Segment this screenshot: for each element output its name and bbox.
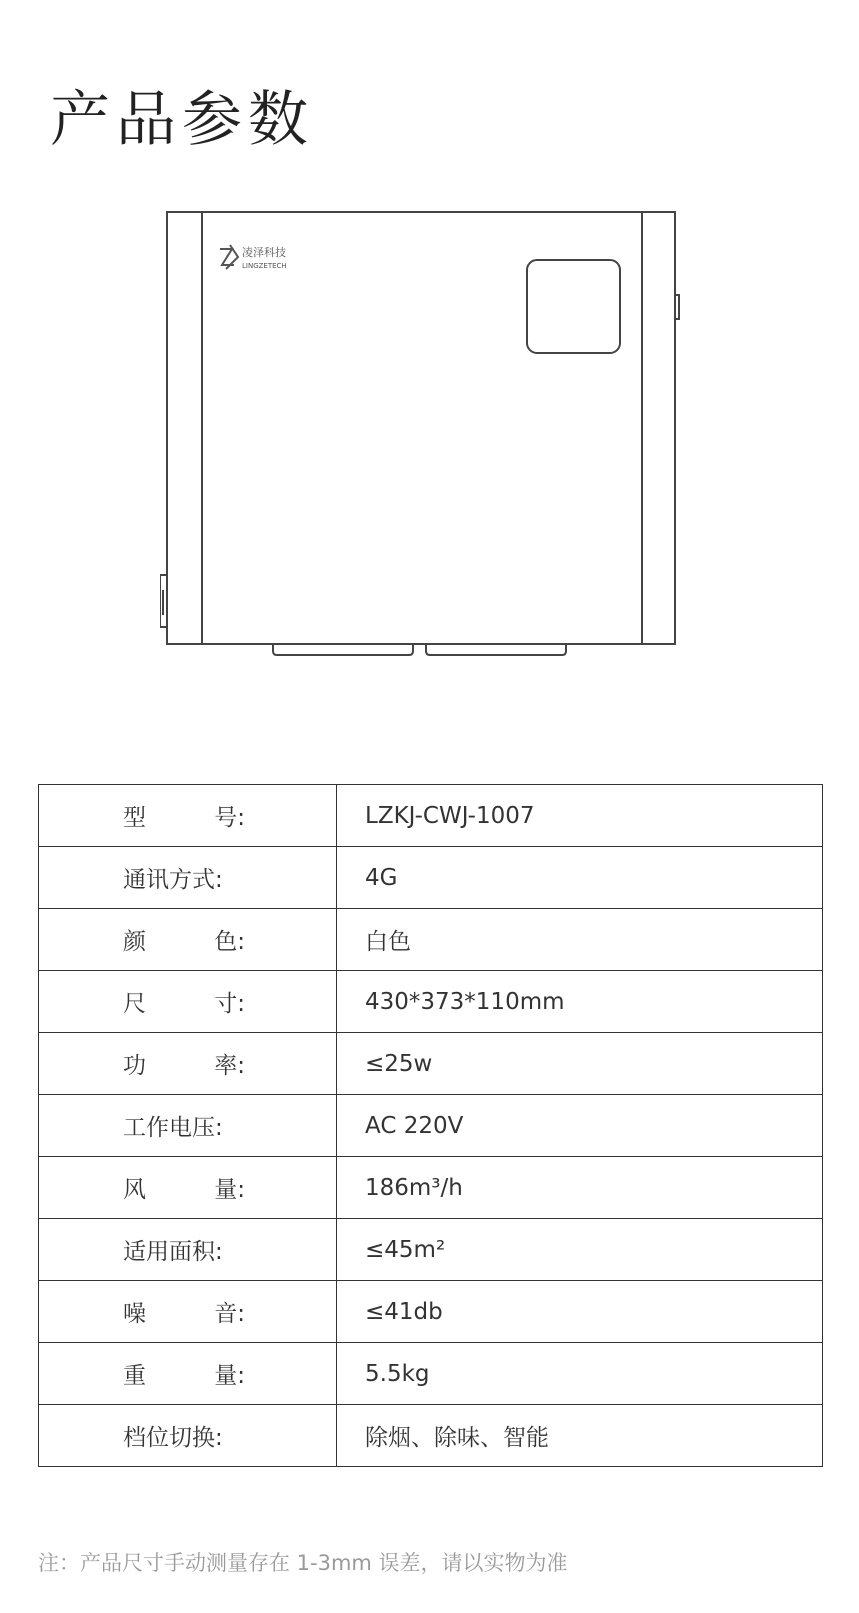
spec-label: 工作电压: — [123, 1115, 223, 1141]
spec-label-part: 型 — [123, 805, 146, 831]
spec-label-part: 风 — [123, 1177, 146, 1203]
device-body — [167, 212, 675, 644]
spec-label-part: 量: — [214, 1177, 245, 1203]
spec-row — [39, 1219, 823, 1281]
spec-label-cell — [39, 1343, 337, 1405]
spec-label: 档位切换: — [123, 1425, 223, 1451]
spec-value: 白色 — [365, 929, 411, 955]
spec-label-cell — [39, 1405, 337, 1467]
spec-row — [39, 1343, 823, 1405]
spec-value: 5.5kg — [365, 1360, 430, 1387]
spec-label-cell — [39, 1033, 337, 1095]
spec-row — [39, 847, 823, 909]
spec-value-cell — [337, 1033, 823, 1095]
spec-label — [123, 985, 245, 1018]
spec-table — [38, 784, 823, 1467]
spec-label-part: 重 — [123, 1363, 146, 1389]
logo-text-cn: 凌泽科技 — [242, 246, 286, 259]
spec-value: LZKJ-CWJ-1007 — [365, 802, 535, 829]
spec-label-cell — [39, 909, 337, 971]
spec-label-cell — [39, 1095, 337, 1157]
spec-label-part: 颜 — [123, 929, 146, 955]
spec-row — [39, 785, 823, 847]
footnote: 注：产品尺寸手动测量存在 1-3mm 误差，请以实物为准 — [38, 1551, 568, 1575]
spec-label-part: 噪 — [123, 1301, 146, 1327]
spec-label: 通讯方式: — [123, 867, 223, 893]
spec-label-part: 量: — [214, 1363, 245, 1389]
spec-label-cell — [39, 847, 337, 909]
spec-value-cell — [337, 909, 823, 971]
spec-value-cell — [337, 971, 823, 1033]
spec-value: 4G — [365, 864, 398, 891]
spec-row — [39, 909, 823, 971]
spec-label-cell — [39, 1157, 337, 1219]
spec-label — [123, 1295, 245, 1328]
spec-table-body — [39, 785, 823, 1467]
spec-value: ≤45m² — [365, 1236, 446, 1263]
spec-row — [39, 1281, 823, 1343]
spec-value-cell — [337, 1281, 823, 1343]
spec-label — [123, 1047, 245, 1080]
spec-label-part: 色: — [214, 929, 245, 955]
spec-value: 除烟、除味、智能 — [365, 1425, 549, 1451]
spec-value: AC 220V — [365, 1112, 464, 1139]
spec-value-cell — [337, 847, 823, 909]
product-line-drawing — [160, 205, 700, 680]
spec-label — [123, 1171, 245, 1204]
spec-label-part: 号: — [214, 805, 245, 831]
logo-text-en: LINGZETECH — [242, 262, 287, 270]
spec-label-part: 功 — [123, 1053, 146, 1079]
spec-value-cell — [337, 785, 823, 847]
spec-label-part: 寸: — [214, 991, 245, 1017]
spec-value-cell — [337, 1095, 823, 1157]
spec-value: 186m³/h — [365, 1174, 463, 1201]
spec-value: ≤25w — [365, 1050, 433, 1077]
spec-label-part: 尺 — [123, 991, 146, 1017]
spec-label-part: 音: — [214, 1301, 245, 1327]
spec-value-cell — [337, 1219, 823, 1281]
spec-label-cell — [39, 1281, 337, 1343]
spec-value-cell — [337, 1157, 823, 1219]
spec-row — [39, 1095, 823, 1157]
spec-value: 430*373*110mm — [365, 988, 565, 1015]
spec-row — [39, 1405, 823, 1467]
spec-label: 适用面积: — [123, 1239, 223, 1265]
spec-label — [123, 799, 245, 832]
spec-value-cell — [337, 1405, 823, 1467]
spec-value-cell — [337, 1343, 823, 1405]
brand-logo — [220, 245, 287, 270]
spec-label — [123, 923, 245, 956]
spec-label-cell — [39, 1219, 337, 1281]
spec-value: ≤41db — [365, 1298, 443, 1325]
page-title: 产品参数 — [50, 85, 314, 156]
spec-row — [39, 1157, 823, 1219]
display-window — [527, 260, 620, 353]
spec-label-part: 率: — [214, 1053, 245, 1079]
spec-label-cell — [39, 785, 337, 847]
spec-row — [39, 971, 823, 1033]
spec-label — [123, 1357, 245, 1390]
spec-row — [39, 1033, 823, 1095]
spec-label-cell — [39, 971, 337, 1033]
